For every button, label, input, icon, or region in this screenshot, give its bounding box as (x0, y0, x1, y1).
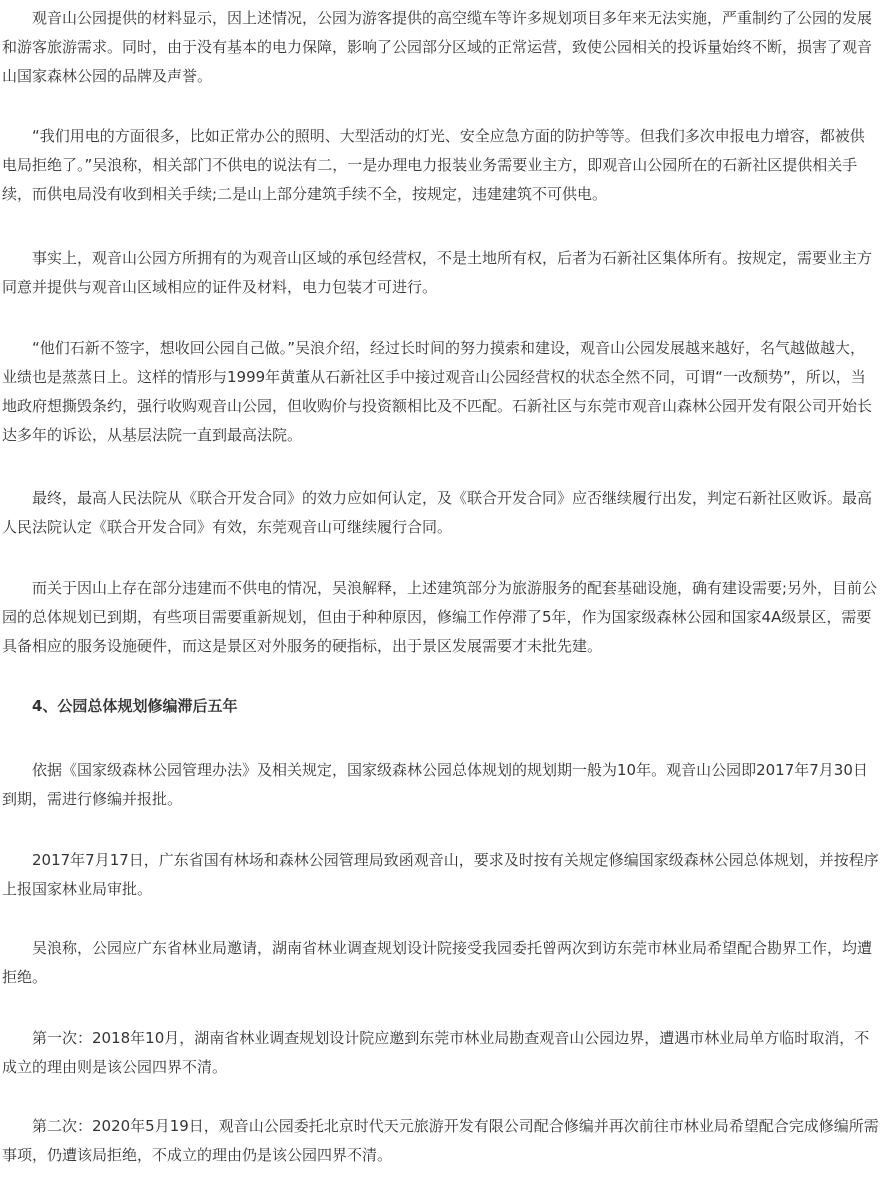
paragraph-survey-refused: 吴浪称，公园应广东省林业局邀请，湖南省林业调查规划设计院接受我园委托曾两次到访东莞市林业局希望配合勘界工作，均遭拒绝。 (2, 939, 873, 986)
paragraph-power-impact: 观音山公园提供的材料显示，因上述情况，公园为游客提供的高空缆车等许多规划项目多年来无法实施，严重制约了公园的发展和游客旅游需求。同时，由于没有基本的电力保障，影响了公园部分区域的正常运营，致使公园相关的投诉量始终不断，损害了观音山国家森林公园的品牌及声誉。 (2, 9, 873, 85)
paragraph-lawsuit: “他们石新不签字，想收回公园自己做。”吴浪介绍，经过长时间的努力摸索和建设，观音山公园发展越来越好，名气越做越大，业绩也是蒸蒸日上。这样的情形与1999年黄董从石新社区手中接过观音山公园经营权的状态全然不同，可谓“一改颓势”，所以，当地政府想撕毁条约，强行收购观音山公园，但收购价与投资额相比及不匹配。石新社区与东莞市观音山森林公园开发有限公司开始长达多年的诉讼，从基层法院一直到最高法院。 (2, 339, 873, 444)
paragraph-illegal-construction: 而关于因山上存在部分违建而不供电的情况，吴浪解释，上述建筑部分为旅游服务的配套基础设施，确有建设需要;另外，目前公园的总体规划已到期，有些项目需要重新规划，但由于种种原因，修编工作停滞了5年，作为国家级森林公园和国家4A级景区，需要具备相应的服务设施硬件，而这是景区对外服务的硬指标，出于景区发展需要才未批先建。 (2, 579, 878, 655)
paragraph-forestry-letter: 2017年7月17日，广东省国有林场和森林公园管理局致函观音山，要求及时按有关规定修编国家级森林公园总体规划，并按程序上报国家林业局审批。 (2, 851, 879, 898)
paragraph-court-ruling: 最终，最高人民法院从《联合开发合同》的效力应如何认定，及《联合开发合同》应否继续履行出发，判定石新社区败诉。最高人民法院认定《联合开发合同》有效，东莞观音山可继续履行合同。 (2, 489, 873, 536)
paragraph-second-attempt: 第二次：2020年5月19日，观音山公园委托北京时代天元旅游开发有限公司配合修编并再次前往市林业局希望配合完成修编所需事项，仍遭该局拒绝，不成立的理由仍是该公园四界不清。 (2, 1117, 879, 1164)
paragraph-land-rights: 事实上，观音山公园方所拥有的为观音山区域的承包经营权，不是土地所有权，后者为石新社区集体所有。按规定，需要业主方同意并提供与观音山区域相应的证件及材料，电力包装才可进行。 (2, 249, 873, 296)
paragraph-power-requests: “我们用电的方面很多，比如正常办公的照明、大型活动的灯光、安全应急方面的防护等等。但我们多次申报电力增容，都被供电局拒绝了。”吴浪称，相关部门不供电的说法有二，一是办理电力报装业务需要业主方，即观音山公园所在的石新社区提供相关手续，而供电局没有收到相关手续;二是山上部分建筑手续不全，按规定，违建建筑不可供电。 (2, 127, 865, 203)
paragraph-planning-period: 依据《国家级森林公园管理办法》及相关规定，国家级森林公园总体规划的规划期一般为10年。观音山公园即2017年7月30日到期，需进行修编并报批。 (2, 761, 868, 808)
section-heading: 4、公园总体规划修编滞后五年 (32, 697, 238, 715)
paragraph-first-attempt: 第一次：2018年10月，湖南省林业调查规划设计院应邀到东莞市林业局勘查观音山公园边界，遭遇市林业局单方临时取消，不成立的理由则是该公园四界不清。 (2, 1029, 870, 1076)
